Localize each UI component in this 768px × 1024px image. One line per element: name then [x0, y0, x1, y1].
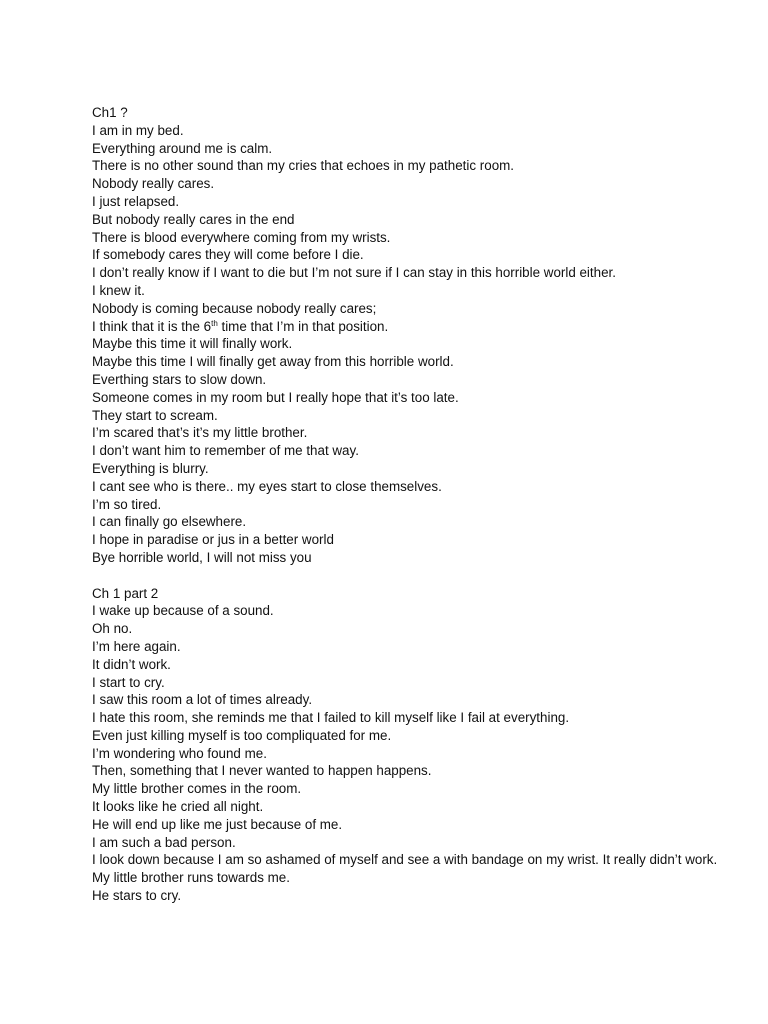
- text-line: I start to cry.: [92, 674, 165, 690]
- text-line: Bye horrible world, I will not miss you: [92, 549, 312, 565]
- text-line: I knew it.: [92, 282, 145, 298]
- text-line: Everthing stars to slow down.: [92, 371, 267, 387]
- text-line: Nobody is coming because nobody really cares;: [92, 300, 377, 316]
- text-line: I am such a bad person.: [92, 834, 236, 850]
- text-line: They start to scream.: [92, 407, 218, 423]
- text-line: He stars to cry.: [92, 888, 182, 904]
- text-line: Everything is blurry.: [92, 460, 209, 476]
- text-line: I don’t really know if I want to die but I’m not sure if I can stay in this horrible world either.: [92, 265, 616, 281]
- text-line: I can finally go elsewhere.: [92, 514, 247, 530]
- text-line: I don’t want him to remember of me that way.: [92, 443, 359, 459]
- text-line: I cant see who is there.. my eyes start to close themselves.: [92, 478, 442, 494]
- text-line: Someone comes in my room but I really hope that it’s too late.: [92, 389, 459, 405]
- ordinal-superscript: th: [211, 318, 218, 328]
- text-line: Oh no.: [92, 621, 133, 637]
- text-segment: time that I’m in that position.: [217, 318, 389, 334]
- text-line: There is blood everywhere coming from my wrists.: [92, 229, 391, 245]
- text-line: Maybe this time I will finally get away from this horrible world.: [92, 354, 454, 370]
- text-line: I’m wondering who found me.: [92, 745, 267, 761]
- text-line: But nobody really cares in the end: [92, 211, 295, 227]
- text-line: It didn’t work.: [92, 656, 171, 672]
- text-line: I hope in paradise or jus in a better world: [92, 532, 334, 548]
- text-line: Even just killing myself is too compliquated for me.: [92, 727, 392, 743]
- text-line: I saw this room a lot of times already.: [92, 692, 313, 708]
- text-line: I hate this room, she reminds me that I failed to kill myself like I fail at everything.: [92, 710, 570, 726]
- paragraph-spacer: [92, 567, 732, 585]
- text-line: It looks like he cried all night.: [92, 799, 264, 815]
- text-line: I’m scared that’s it’s my little brother.: [92, 425, 308, 441]
- document-body: [92, 104, 732, 905]
- text-segment: I think that it is the 6: [92, 318, 212, 334]
- text-line: My little brother comes in the room.: [92, 781, 302, 797]
- chapter-heading: Ch1 ?: [92, 105, 128, 120]
- text-line: Everything around me is calm.: [92, 140, 273, 156]
- text-line: He will end up like me just because of me.: [92, 816, 343, 832]
- text-line-with-superscript: [92, 318, 732, 336]
- text-line: I’m here again.: [92, 638, 181, 654]
- chapter-heading: Ch 1 part 2: [92, 585, 159, 601]
- text-line: Then, something that I never wanted to happen happens.: [92, 763, 432, 779]
- text-line: Maybe this time it will finally work.: [92, 336, 293, 352]
- text-line: I’m so tired.: [92, 496, 162, 512]
- text-line: I am in my bed.: [92, 122, 184, 138]
- text-line: There is no other sound than my cries that echoes in my pathetic room.: [92, 158, 515, 174]
- text-line: I just relapsed.: [92, 193, 180, 209]
- text-line: My little brother runs towards me.: [92, 870, 290, 886]
- text-line: I look down because I am so ashamed of myself and see a with bandage on my wrist. It really didn’t work.: [92, 852, 718, 868]
- text-line: Nobody really cares.: [92, 176, 215, 192]
- text-line: If somebody cares they will come before I die.: [92, 247, 364, 263]
- text-line: I wake up because of a sound.: [92, 603, 274, 619]
